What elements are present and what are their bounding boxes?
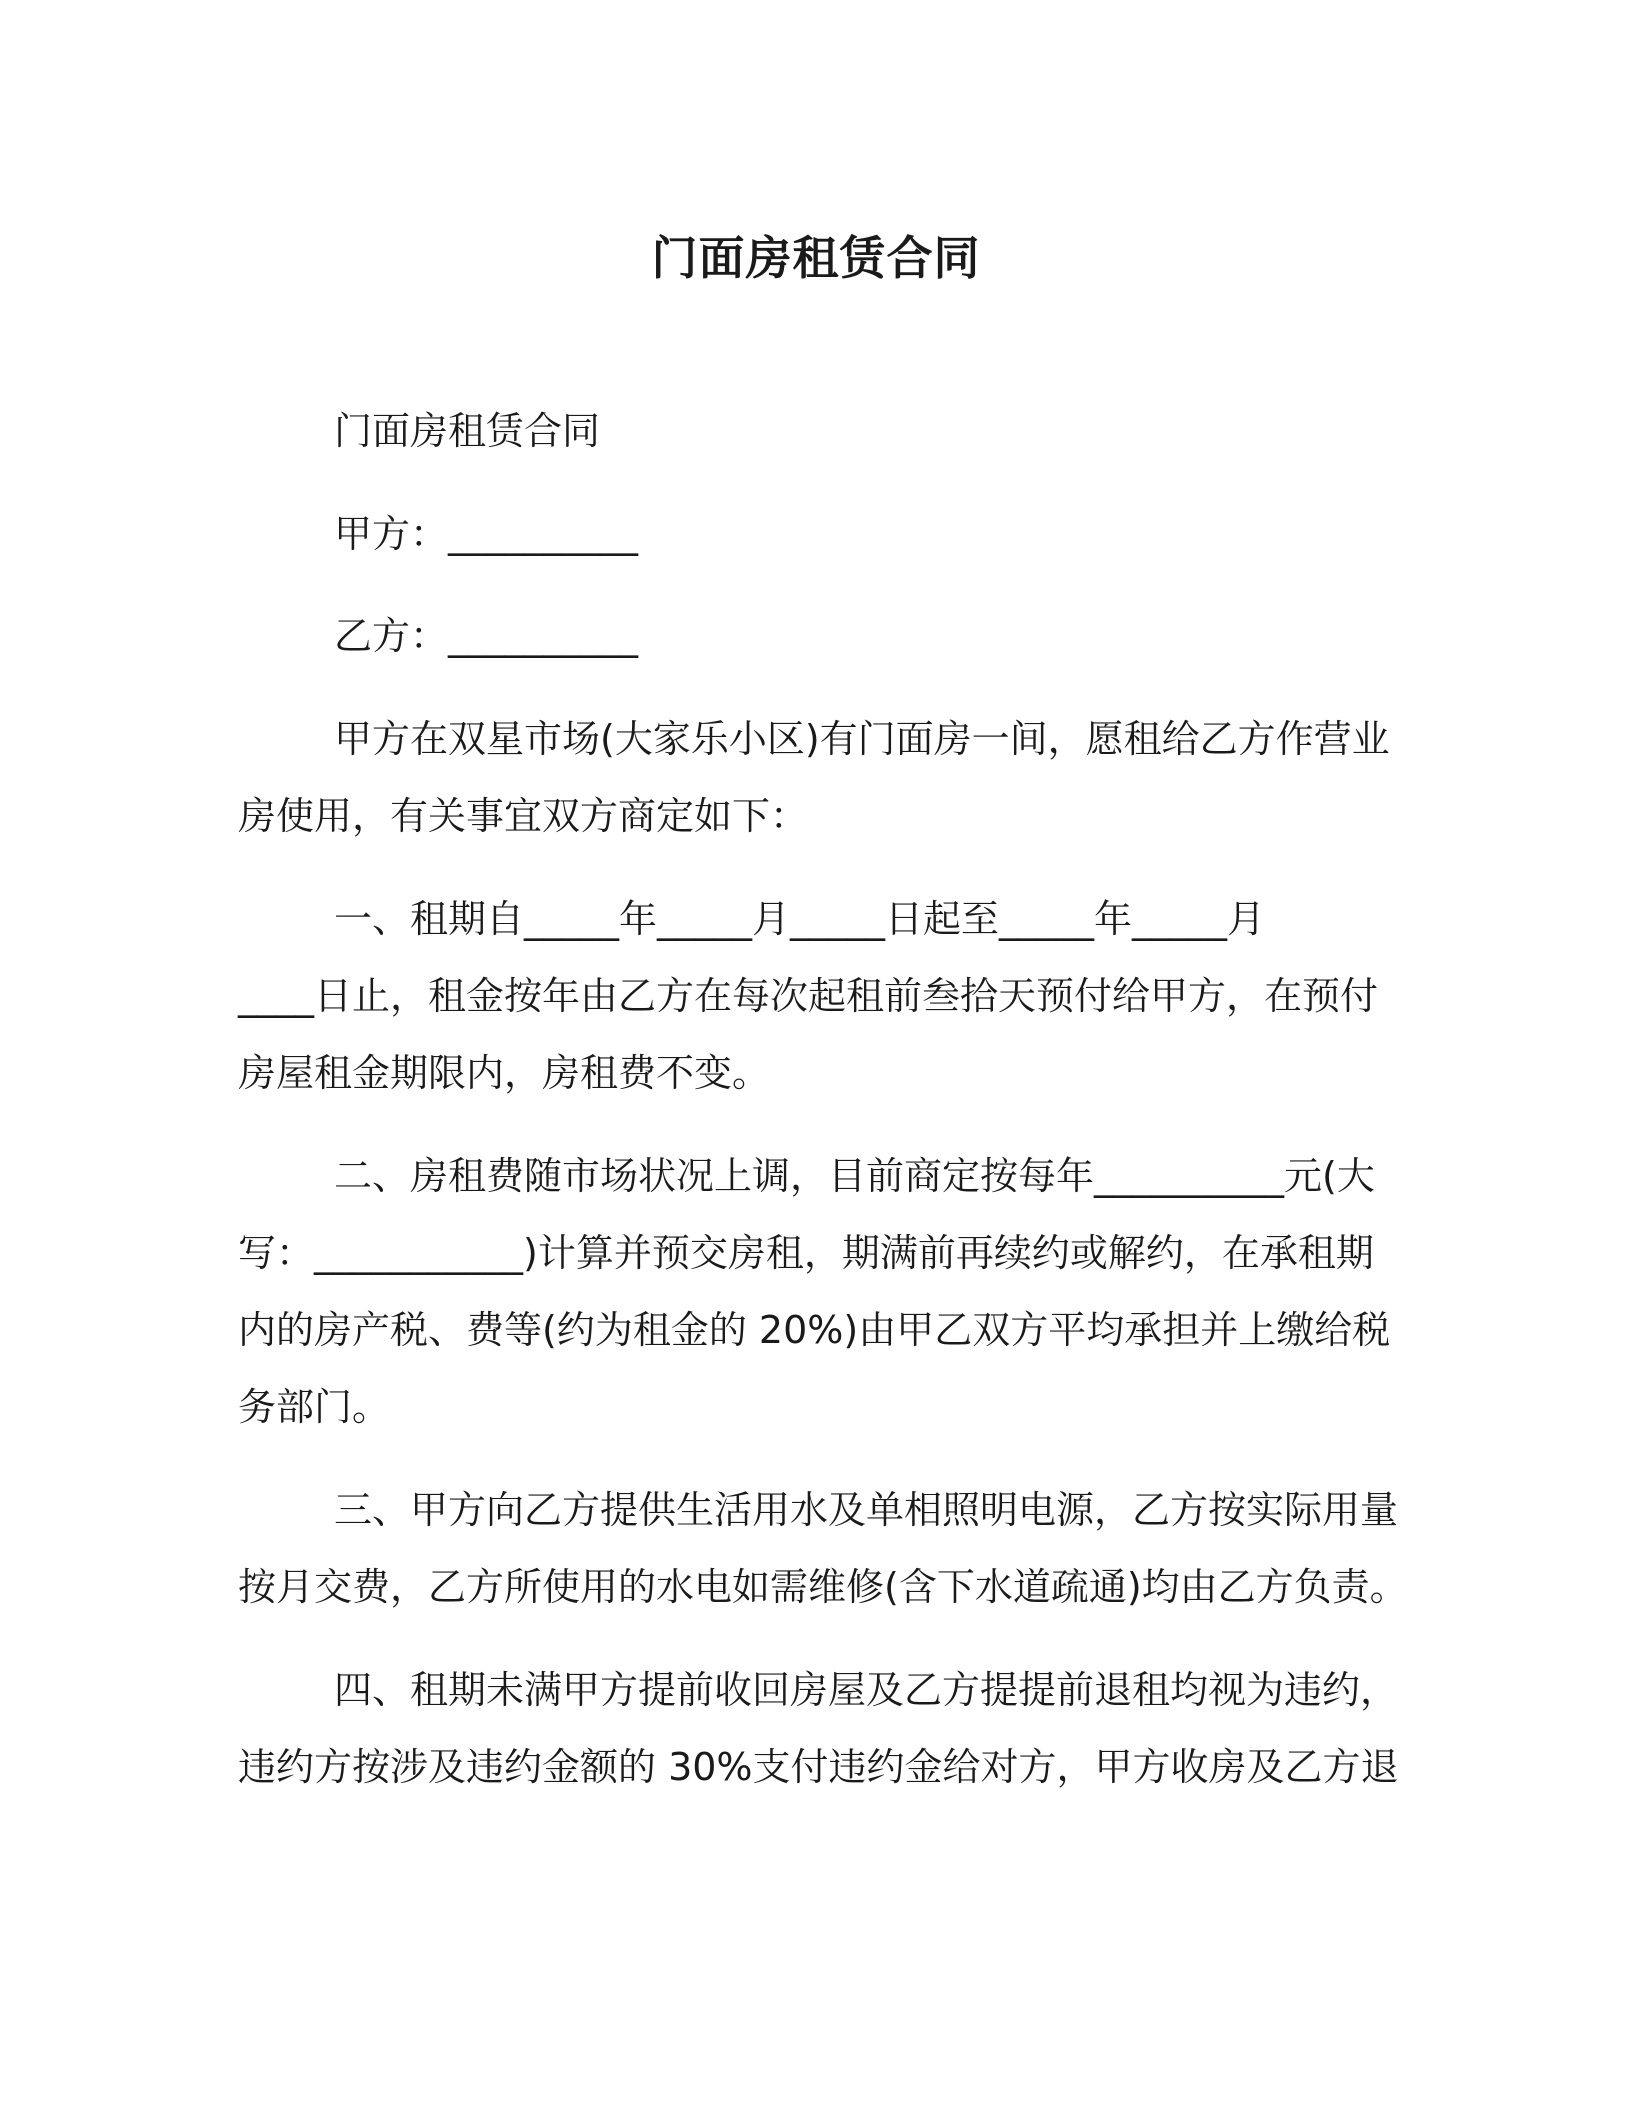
clause1-line-1: 一、租期自_____年_____月_____日起至_____年_____月 [334, 897, 1266, 941]
clause4-line-1: 四、租期未满甲方提前收回房屋及乙方提提前退租均视为违约， [334, 1668, 1399, 1712]
clause3-line-1: 三、甲方向乙方提供生活用水及单相照明电源，乙方按实际用量 [334, 1488, 1399, 1532]
party-b-line: 乙方：__________ [334, 614, 639, 658]
intro-line-2: 房使用，有关事宜双方商定如下： [238, 794, 809, 838]
subtitle: 门面房租赁合同 [334, 409, 601, 453]
party-a-line: 甲方：__________ [334, 512, 639, 556]
clause2-line-4: 务部门。 [238, 1385, 391, 1429]
clause1-line-3: 房屋租金期限内，房租费不变。 [238, 1051, 771, 1095]
intro-line-1: 甲方在双星市场(大家乐小区)有门面房一间，愿租给乙方作营业 [334, 717, 1390, 761]
clause2-line-3: 内的房产税、费等(约为租金的 20%)由甲乙双方平均承担并上缴给税 [238, 1308, 1391, 1352]
clause4-line-2: 违约方按涉及违约金额的 30%支付违约金给对方，甲方收房及乙方退 [238, 1745, 1399, 1789]
document-title: 门面房租赁合同 [651, 231, 981, 285]
clause2-line-1: 二、房租费随市场状况上调，目前商定按每年__________元(大 [334, 1154, 1375, 1198]
clause1-line-2: ____日止，租金按年由乙方在每次起租前叁拾天预付给甲方，在预付 [238, 974, 1379, 1018]
clause3-line-2: 按月交费，乙方所使用的水电如需维修(含下水道疏通)均由乙方负责。 [238, 1565, 1408, 1609]
clause2-line-2: 写：___________)计算并预交房租，期满前再续约或解约，在承租期 [238, 1231, 1374, 1275]
